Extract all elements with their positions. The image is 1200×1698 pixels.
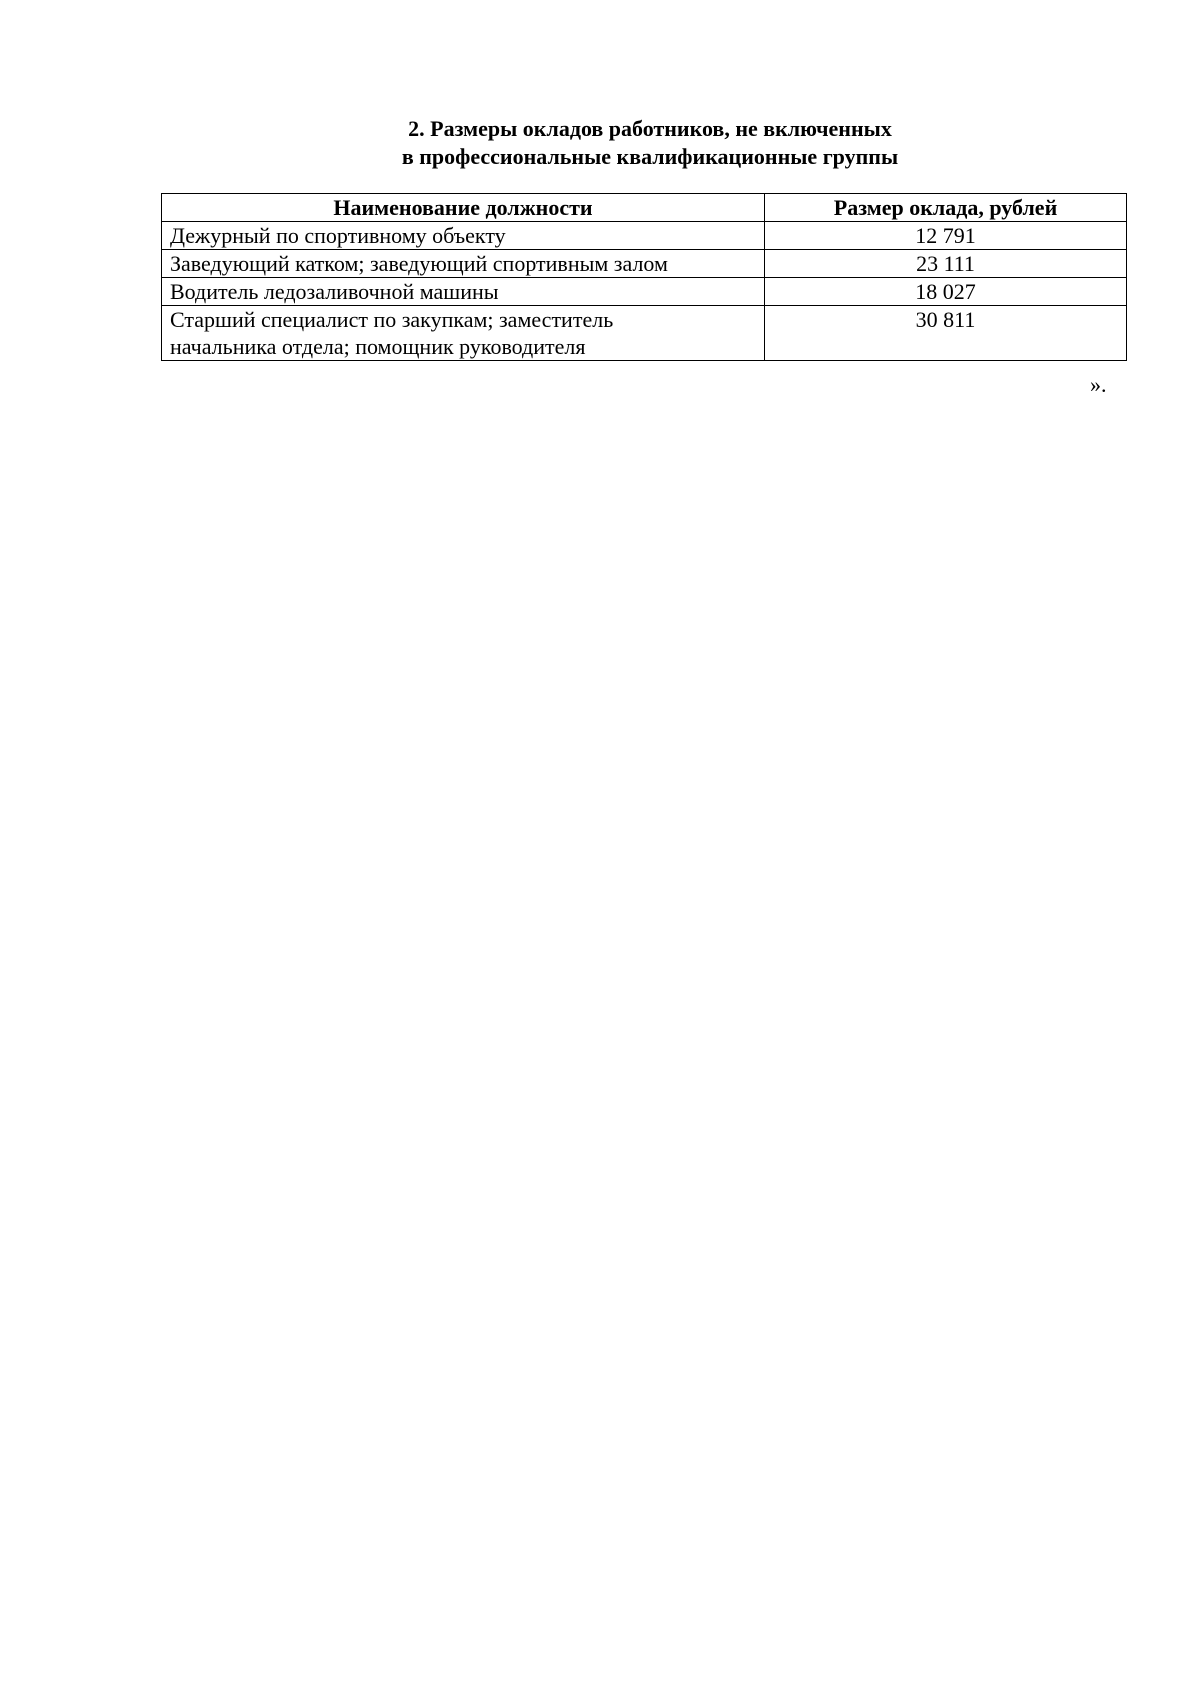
table-row [162, 250, 1127, 278]
position-cell [162, 306, 765, 361]
column-header-salary: Размер оклада, рублей [765, 194, 1127, 222]
salary-table [161, 193, 1127, 361]
table-row [162, 278, 1127, 306]
position-cell: Дежурный по спортивному объекту [162, 222, 765, 250]
position-cell-line-2: начальника отдела; помощник руководителя [170, 334, 586, 359]
table-row [162, 306, 1127, 361]
salary-cell: 30 811 [765, 306, 1127, 361]
section-title-line-1: 2. Размеры окладов работников, не включенных [408, 116, 892, 141]
salary-cell: 18 027 [765, 278, 1127, 306]
salary-cell: 12 791 [765, 222, 1127, 250]
section-title-line-2: в профессиональные квалификационные группы [401, 144, 899, 169]
closing-quote-mark: ». [1090, 372, 1107, 397]
position-cell: Заведующий катком; заведующий спортивным залом [162, 250, 765, 278]
table-row [162, 222, 1127, 250]
salary-cell: 23 111 [765, 250, 1127, 278]
table-header-row [162, 194, 1127, 222]
column-header-position: Наименование должности [162, 194, 765, 222]
position-cell-line-1: Старший специалист по закупкам; заместитель [170, 307, 614, 332]
position-cell: Водитель ледозаливочной машины [162, 278, 765, 306]
